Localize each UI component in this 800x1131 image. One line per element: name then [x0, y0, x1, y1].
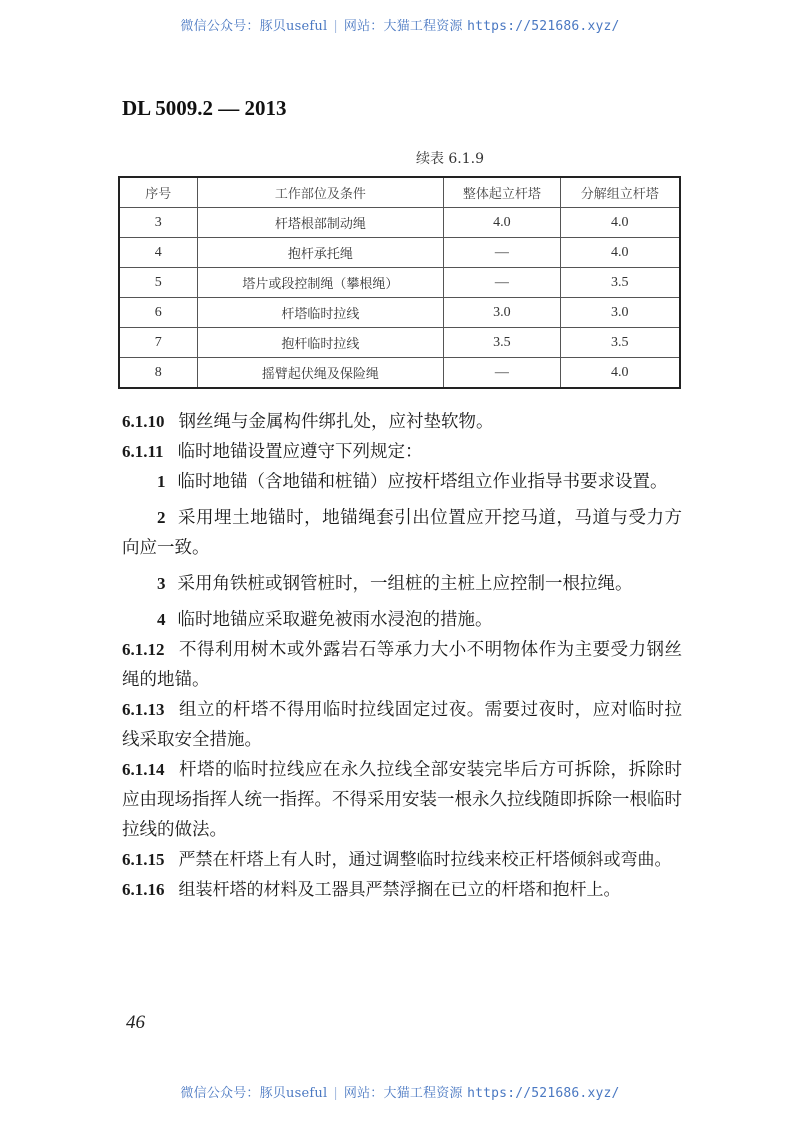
- watermark-bottom: [0, 1082, 800, 1101]
- clause-text: 组装杆塔的材料及工器具严禁浮搁在已立的杆塔和抱杆上。: [178, 880, 621, 900]
- page-number: 46: [126, 1012, 145, 1033]
- watermark-site: 网站：大猫工程资源: [343, 19, 463, 34]
- clause-number: 6.1.15: [122, 850, 165, 869]
- cell-no: 7: [119, 328, 197, 358]
- cell-no: 4: [119, 238, 197, 268]
- watermark-url[interactable]: https://521686.xyz/: [467, 1086, 620, 1101]
- clauses-section: [122, 407, 682, 905]
- item-text: 临时地锚（含地锚和桩锚）应按杆塔组立作业指导书要求设置。: [177, 472, 668, 492]
- table-row: [119, 298, 680, 328]
- column-header-condition: 工作部位及条件: [197, 177, 444, 208]
- cell-whole: 4.0: [444, 208, 560, 238]
- document-code: DL 5009.2 — 2013: [122, 96, 287, 120]
- watermark-separator: |: [333, 1086, 338, 1101]
- item-number: 1: [157, 472, 166, 491]
- clause-6-1-11: [122, 437, 682, 467]
- item-number: 2: [157, 508, 166, 527]
- table-header-row: [119, 177, 680, 208]
- cell-split: 4.0: [560, 358, 680, 389]
- cell-split: 3.0: [560, 298, 680, 328]
- cell-no: 5: [119, 268, 197, 298]
- cell-condition: 塔片或段控制绳（攀根绳）: [197, 268, 444, 298]
- clause-number: 6.1.10: [122, 412, 165, 431]
- clause-text: 不得利用树木或外露岩石等承力大小不明物体作为主要受力钢丝绳的地锚。: [122, 640, 682, 690]
- watermark-separator: |: [333, 19, 338, 34]
- clause-number: 6.1.11: [122, 442, 164, 461]
- cell-condition: 抱杆承托绳: [197, 238, 444, 268]
- clause-text: 钢丝绳与金属构件绑扎处，应衬垫软物。: [178, 412, 494, 432]
- cell-split: 4.0: [560, 208, 680, 238]
- cell-no: 3: [119, 208, 197, 238]
- table-caption: 续表 6.1.9: [415, 151, 485, 167]
- table-row: [119, 238, 680, 268]
- clause-item-1: [122, 467, 682, 497]
- clause-number: 6.1.14: [122, 760, 165, 779]
- clause-6-1-14: [122, 755, 682, 845]
- item-text: 采用埋土地锚时，地锚绳套引出位置应开挖马道，马道与受力方向应一致。: [122, 508, 682, 558]
- clause-6-1-15: [122, 845, 682, 875]
- clause-item-3: [122, 569, 682, 599]
- cell-whole: —: [444, 358, 560, 389]
- cell-split: 3.5: [560, 268, 680, 298]
- watermark-site: 网站：大猫工程资源: [343, 1086, 463, 1101]
- item-text: 临时地锚应采取避免被雨水浸泡的措施。: [177, 610, 493, 630]
- clause-item-2: [122, 503, 682, 563]
- clause-number: 6.1.12: [122, 640, 165, 659]
- clause-text: 组立的杆塔不得用临时拉线固定过夜。需要过夜时，应对临时拉线采取安全措施。: [122, 700, 682, 750]
- cell-whole: —: [444, 268, 560, 298]
- cell-split: 4.0: [560, 238, 680, 268]
- watermark-top: [0, 15, 800, 34]
- table-row: [119, 358, 680, 389]
- watermark-wechat: 微信公众号：豚贝useful: [180, 1086, 328, 1101]
- clause-6-1-10: [122, 407, 682, 437]
- cell-condition: 杆塔根部制动绳: [197, 208, 444, 238]
- watermark-wechat: 微信公众号：豚贝useful: [180, 19, 328, 34]
- clause-item-4: [122, 605, 682, 635]
- cell-no: 8: [119, 358, 197, 389]
- clause-text: 严禁在杆塔上有人时，通过调整临时拉线来校正杆塔倾斜或弯曲。: [178, 850, 672, 870]
- clause-6-1-13: [122, 695, 682, 755]
- cell-condition: 抱杆临时拉线: [197, 328, 444, 358]
- cell-split: 3.5: [560, 328, 680, 358]
- watermark-url[interactable]: https://521686.xyz/: [467, 19, 620, 34]
- item-number: 3: [157, 574, 166, 593]
- clause-6-1-16: [122, 875, 682, 905]
- table-row: [119, 208, 680, 238]
- table-row: [119, 328, 680, 358]
- safety-factor-table: [118, 176, 681, 389]
- item-number: 4: [157, 610, 166, 629]
- cell-whole: 3.5: [444, 328, 560, 358]
- clause-6-1-12: [122, 635, 682, 695]
- clause-number: 6.1.13: [122, 700, 165, 719]
- table-row: [119, 268, 680, 298]
- column-header-no: 序号: [119, 177, 197, 208]
- cell-condition: 杆塔临时拉线: [197, 298, 444, 328]
- clause-number: 6.1.16: [122, 880, 165, 899]
- cell-no: 6: [119, 298, 197, 328]
- clause-text: 杆塔的临时拉线应在永久拉线全部安装完毕后方可拆除，拆除时应由现场指挥人统一指挥。不得采用安装一根永久拉线随即拆除一根临时拉线的做法。: [122, 760, 682, 840]
- cell-whole: —: [444, 238, 560, 268]
- column-header-whole: 整体起立杆塔: [444, 177, 560, 208]
- column-header-split: 分解组立杆塔: [560, 177, 680, 208]
- item-text: 采用角铁桩或钢管桩时，一组桩的主桩上应控制一根拉绳。: [177, 574, 633, 594]
- clause-text: 临时地锚设置应遵守下列规定：: [177, 442, 423, 462]
- cell-whole: 3.0: [444, 298, 560, 328]
- cell-condition: 摇臂起伏绳及保险绳: [197, 358, 444, 389]
